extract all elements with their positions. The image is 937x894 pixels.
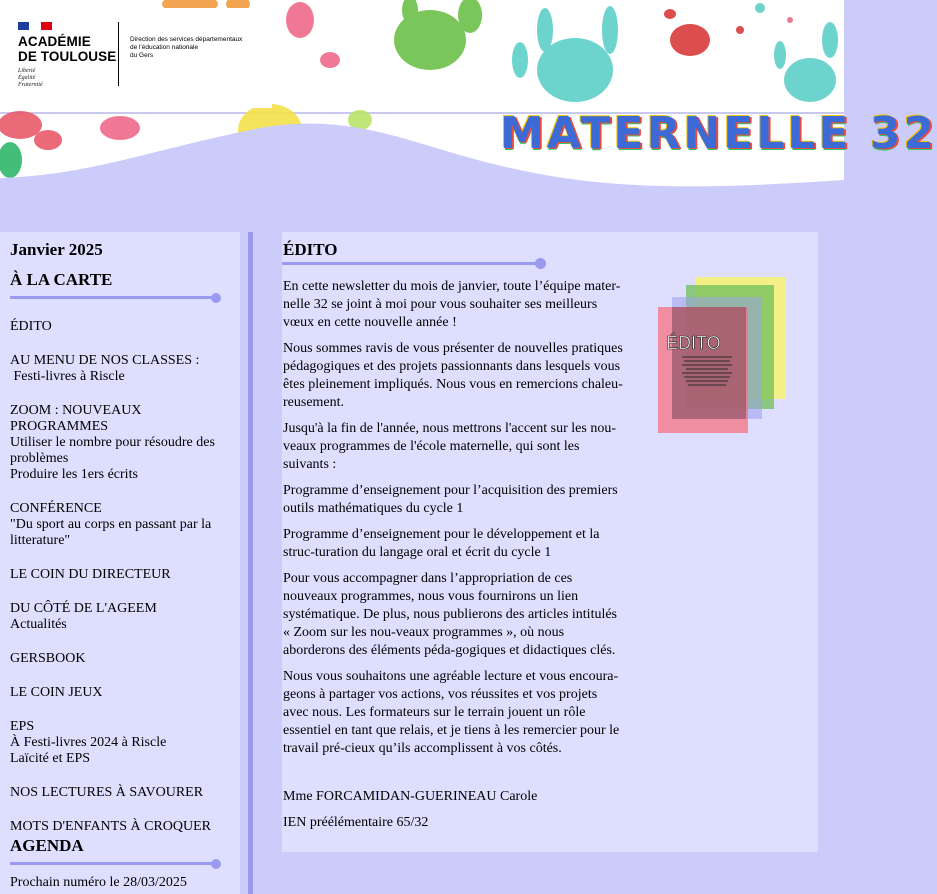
article-paragraph: Nous sommes ravis de vous présenter de nouvelles pratiques pédagogiques et des projets passionnants dans lesquels vous êtes pleinement impliqués. Nous vous en remercions chaleu-reusement. [283, 341, 623, 410]
sidebar-group [10, 685, 230, 701]
sidebar-item-link[interactable]: DU CÔTÉ DE L'AGEEM [10, 601, 157, 616]
column-divider [248, 232, 253, 894]
sidebar [0, 232, 240, 894]
sidebar-group [10, 353, 230, 385]
sidebar-item-link[interactable]: NOS LECTURES À SAVOURER [10, 785, 204, 800]
sidebar-group [10, 319, 230, 335]
sidebar-item-link[interactable]: MOTS D'ENFANTS À CROQUER [10, 819, 212, 834]
article-paragraph: Programme d’enseignement pour le développement et la struc-turation du langage oral et écrit du cycle 1 [283, 527, 600, 560]
sidebar-subitem-link[interactable]: Utiliser le nombre pour résoudre des problèmes [10, 435, 215, 466]
heading-underline [10, 296, 216, 299]
article-title: ÉDITO [283, 240, 338, 259]
sidebar-item-link[interactable]: ÉDITO [10, 319, 52, 334]
site-title: MATERNELLE 32 [500, 108, 937, 159]
sidebar-item-link[interactable]: CONFÉRENCE [10, 501, 102, 516]
header-banner [0, 0, 937, 200]
sidebar-heading: À LA CARTE [10, 270, 113, 289]
sidebar-subitem-link[interactable]: "Du sport au corps en passant par la litterature" [10, 517, 212, 548]
sidebar-item-link[interactable]: AU MENU DE NOS CLASSES : [10, 353, 200, 368]
sidebar-subitem-link[interactable]: À Festi-livres 2024 à Riscle [10, 735, 167, 750]
sidebar-item-link[interactable]: EPS [10, 719, 35, 734]
title-underline [282, 262, 540, 265]
republic-motto: Liberté Égalité Fraternité [18, 68, 43, 88]
edito-image-label: ÉDITO [666, 333, 721, 353]
sidebar-subitem-link[interactable]: Produire les 1ers écrits [10, 467, 138, 482]
sidebar-item-link[interactable]: GERSBOOK [10, 651, 86, 666]
sidebar-group [10, 719, 230, 767]
agenda-section [10, 836, 232, 891]
agenda-underline [10, 862, 216, 865]
sidebar-item-link[interactable]: ZOOM : NOUVEAUX PROGRAMMES [10, 403, 142, 434]
signature-name: Mme FORCAMIDAN-GUERINEAU Carole [283, 789, 538, 804]
sidebar-group [10, 819, 230, 835]
agenda-heading: AGENDA [10, 836, 84, 855]
issue-month: Janvier 2025 [10, 240, 103, 259]
article-paragraph: Jusqu'à la fin de l'année, nous mettrons l'accent sur les nou-veaux programmes de l'école maternelle, qui sont les suivants : [283, 421, 616, 472]
direction-services: Direction des services départementaux de l'éducation nationale du Gers [130, 36, 243, 59]
article-paragraph: Pour vous accompagner dans l’appropriation de ces nouveaux programmes, nous vous fournirons un lien systématique. De plus, nous publierons des articles intitulés « Zoom sur les nou-veaux programmes », où nous aborderons des éléments péda-gogiques et didactiques clés. [283, 571, 618, 658]
sidebar-group [10, 785, 230, 801]
sidebar-group [10, 601, 230, 633]
article-paragraph: Programme d’enseignement pour l’acquisition des premiers outils mathématiques du cycle 1 [283, 483, 618, 516]
academie-logo [10, 8, 272, 108]
edito-panel [282, 232, 818, 852]
article-paragraph: Nous vous souhaitons une agréable lecture et vous encoura-geons à partager vos actions, vos réussites et vos projets avec nous. Les formateurs sur le terrain jouent un rôle essentiel en tant que relais, et je tiens à les remercier pour le travail pré-cieux qu’ils accomplissent à vos côtés. [283, 669, 620, 756]
sidebar-group [10, 403, 230, 483]
sidebar-group [10, 567, 230, 583]
sidebar-subitem-link[interactable]: Festi-livres à Riscle [10, 369, 125, 384]
sidebar-subitem-link[interactable]: Laïcité et EPS [10, 751, 91, 766]
academie-name: ACADÉMIE DE TOULOUSE [18, 34, 117, 64]
sidebar-subitem-link[interactable]: Actualités [10, 617, 67, 632]
article-paragraph: En cette newsletter du mois de janvier, toute l’équipe mater-nelle 32 se joint à moi pour vous souhaiter ses meilleurs vœux en cette nouvelle année ! [283, 279, 621, 330]
sidebar-menu [10, 319, 230, 835]
logo-divider [118, 22, 119, 86]
sidebar-item-link[interactable]: LE COIN DU DIRECTEUR [10, 567, 171, 582]
article-body [283, 278, 625, 840]
next-issue-date: Prochain numéro le 28/03/2025 [10, 875, 187, 890]
signature-role: IEN préélémentaire 65/32 [283, 815, 429, 830]
marianne-flag-icon [18, 22, 52, 30]
sidebar-group [10, 501, 230, 549]
sidebar-item-link[interactable]: LE COIN JEUX [10, 685, 103, 700]
edito-illustration [658, 277, 788, 437]
sidebar-group [10, 651, 230, 667]
